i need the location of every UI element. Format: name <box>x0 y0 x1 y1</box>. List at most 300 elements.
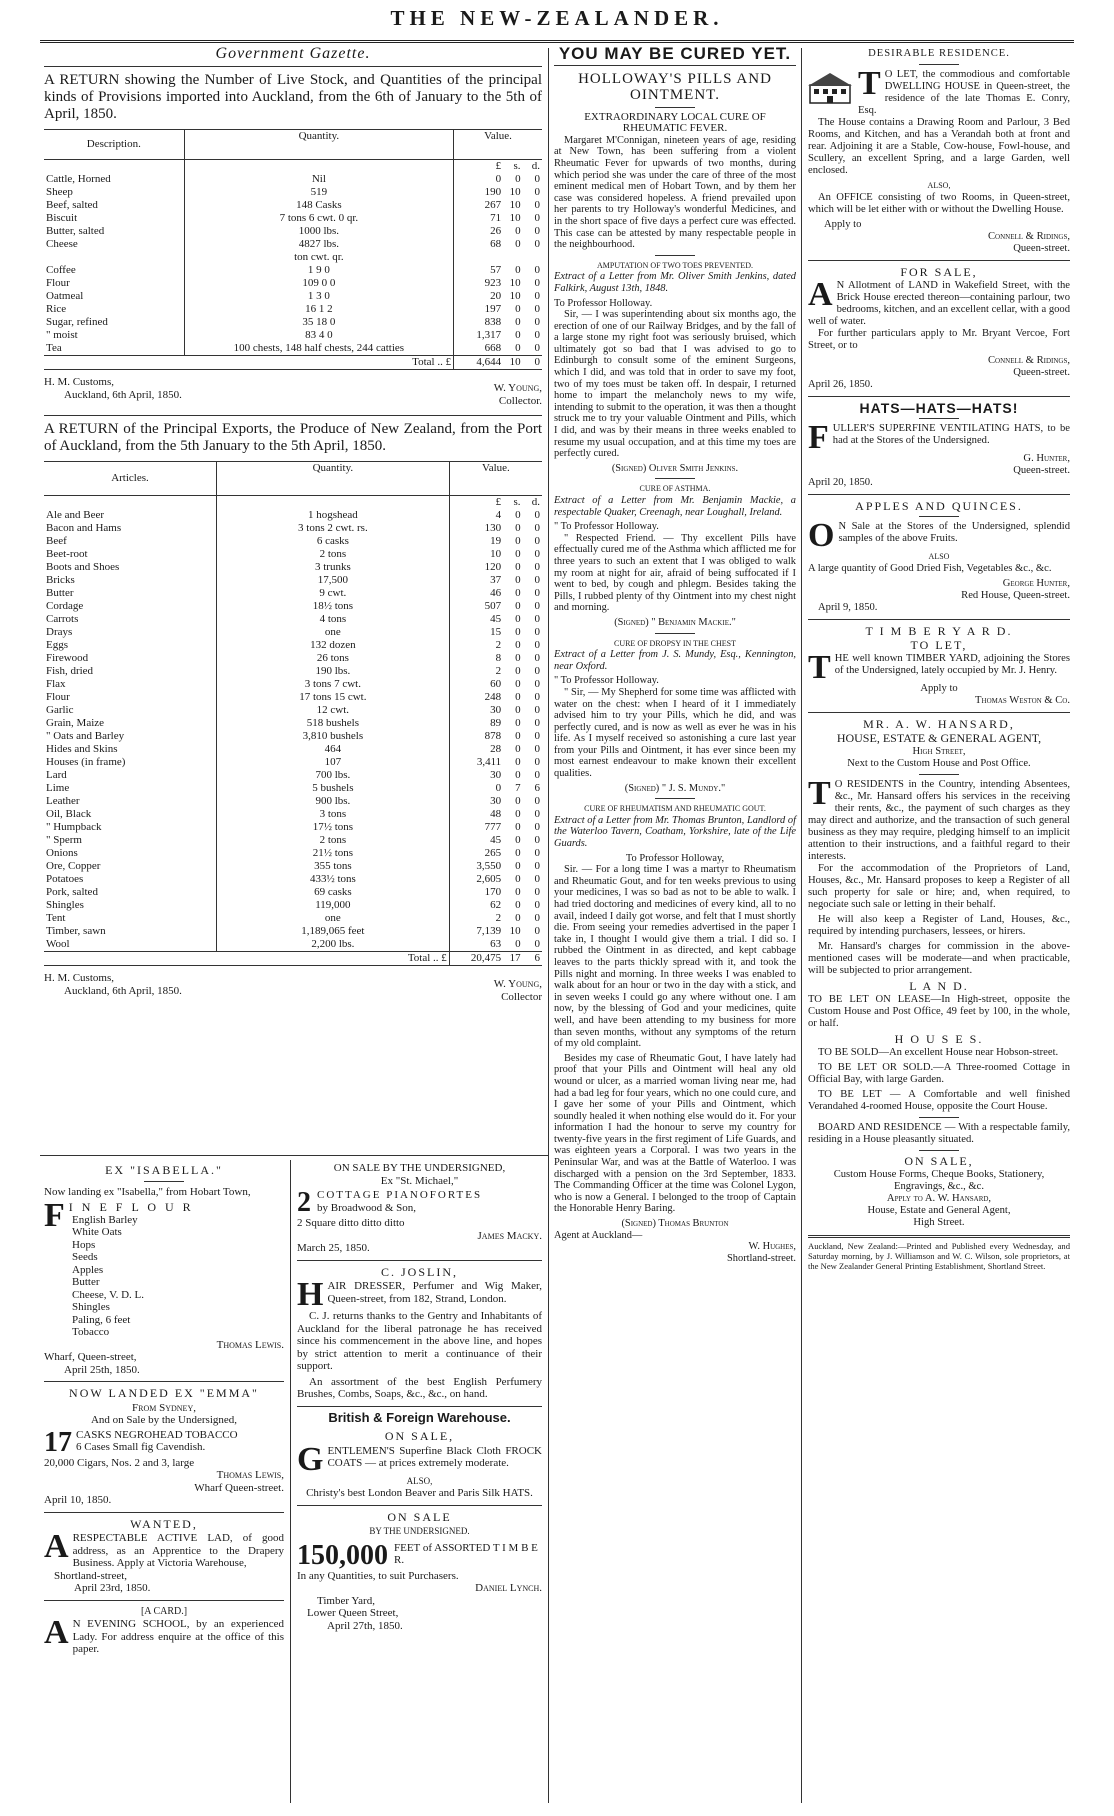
exports-rows <box>44 509 542 952</box>
exports-cell-quantity: one <box>216 912 449 925</box>
short-rule <box>919 774 959 775</box>
ad-isabella-sig: Thomas Lewis. <box>216 1338 284 1351</box>
imports-cell-quantity: 35 18 0 <box>184 316 453 329</box>
exports-cell-item: Grain, Maize <box>46 716 105 729</box>
exports-cell-pence: 0 <box>534 560 540 573</box>
exports-cell-pounds: 30 <box>490 703 502 716</box>
divider <box>554 65 796 66</box>
hats-sig: G. Hunter, <box>1023 453 1070 464</box>
divider <box>44 1381 284 1382</box>
ad-isabella-item: Hops <box>72 1238 96 1251</box>
exports-cell-quantity: one <box>216 626 449 639</box>
exports-cell-pence: 0 <box>534 703 540 716</box>
imports-footer <box>44 376 542 410</box>
case1-head: EXTRAORDINARY LOCAL CURE OF RHEUMATIC FEVER. <box>584 110 766 135</box>
ad-wanted-place: Shortland-street, <box>54 1569 128 1582</box>
exports-cell-quantity: 132 dozen <box>216 639 449 652</box>
exports-cell-shillings: 10 <box>509 924 521 937</box>
short-rule <box>655 478 695 479</box>
imports-cell-item: Coffee <box>46 263 76 276</box>
exports-cell-pence: 0 <box>534 911 540 924</box>
exports-cell-pence: 0 <box>534 612 540 625</box>
exports-row <box>44 626 542 639</box>
short-rule <box>655 798 695 799</box>
exports-row <box>44 860 542 873</box>
exports-cell-quantity: 12 cwt. <box>216 704 449 717</box>
exports-cell-pounds: 45 <box>490 612 502 625</box>
imports-cell-shillings: 0 <box>515 302 521 315</box>
ad-joslin-p3: An assortment of the best English Perfumery Brushes, Combs, Soaps, &c., &c., on hand. <box>297 1375 542 1400</box>
exports-cell-pounds: 8 <box>495 651 502 664</box>
exports-cell-item: Onions <box>46 846 78 859</box>
imports-cell-pence: 0 <box>534 276 540 289</box>
exports-header-value: Value. <box>481 461 510 474</box>
hansard-land-head: L A N D. <box>909 979 969 993</box>
imports-cell-item: Tea <box>46 341 62 354</box>
case2-head: AMPUTATION OF TWO TOES PREVENTED. <box>596 260 754 270</box>
exports-row <box>44 613 542 626</box>
exports-cell-pence: 0 <box>534 677 540 690</box>
dropcap: H <box>297 1280 324 1310</box>
exports-row <box>44 730 542 743</box>
exports-cell-item: Drays <box>46 625 73 638</box>
case2-text: Sir, — I was superintending about six months ago, the erection of one of our Railway Bridges, and by the fall of a large stone my right foot was seriously bruised, which ultimately got so bad that I was advised to go to Edinburgh to consult some of the eminent Surgeons, which I did, and was told that in order to save my foot, two of my toes must be taken off. In despair, I returned home to impart the melancholy news to my wife, intending to submit to the operation, it was then a thought struck me to try your valuable Ointment and Pills, which I did, and was by their means in three weeks enabled to resume my usual occupation, and at this time my toes are perfectly cured. <box>554 309 796 460</box>
money-header-pence: d. <box>531 495 540 508</box>
exports-cell-item: Ale and Beer <box>46 508 105 521</box>
ad-joslin-text: AIR DRESSER, Perfumer and Wig Maker, Queen-street, from 182, Strand, London. <box>327 1280 542 1305</box>
right-column <box>808 48 1070 1271</box>
exports-cell-item: " Humpback <box>46 820 102 833</box>
exports-cell-item: Firewood <box>46 651 89 664</box>
exports-cell-item: Cordage <box>46 599 84 612</box>
forsale-date: April 26, 1850. <box>808 379 873 390</box>
ad-joslin-body <box>297 1280 542 1310</box>
imports-table <box>44 129 542 370</box>
exports-header-articles: Articles. <box>111 471 149 484</box>
short-rule <box>919 516 959 517</box>
imports-cell-pence: 0 <box>534 198 540 211</box>
exports-cell-item: Boots and Shoes <box>46 560 120 573</box>
exports-cell-quantity: 107 <box>216 756 449 769</box>
imports-cell-item: Butter, salted <box>46 224 105 237</box>
hansard-street: High Street, <box>912 746 966 757</box>
imports-rows <box>44 173 542 356</box>
exports-cell-pounds: 265 <box>484 846 502 859</box>
exports-cell-quantity: 2,200 lbs. <box>216 938 449 952</box>
imports-cell-pence <box>523 251 542 264</box>
exports-cell-pence: 0 <box>534 599 540 612</box>
exports-total-pounds: 20,475 <box>470 951 502 964</box>
exports-cell-item: " Oats and Barley <box>46 729 125 742</box>
exports-total-label: Total .. £ <box>216 951 449 965</box>
exports-row <box>44 639 542 652</box>
exports-cell-pence: 0 <box>534 651 540 664</box>
hansard-houses-head: H O U S E S. <box>894 1032 984 1046</box>
forsale-sig2: Queen-street. <box>1013 367 1070 378</box>
ad-emma-line: And on Sale by the Undersigned, <box>90 1414 238 1426</box>
exports-cell-pence: 0 <box>534 872 540 885</box>
ad-michael-sig: James Macky. <box>477 1229 542 1242</box>
ad-michael-l1: COTTAGE PIANOFORTES <box>317 1189 483 1201</box>
exports-cell-quantity: 1,189,065 feet <box>216 925 449 938</box>
imports-cell-quantity: 100 chests, 148 half chests, 244 catties <box>184 342 453 356</box>
imports-cell-pence: 0 <box>534 302 540 315</box>
case5-extract: Extract of a Letter from Mr. Thomas Brunton, Landlord of the Waterloo Tavern, Coatham, Yorkshire, late of the Life Guards. <box>554 814 796 850</box>
ad-warehouse-also: ALSO, <box>406 1475 433 1486</box>
exports-cell-pence: 0 <box>534 729 540 742</box>
imports-cell-pounds: 26 <box>490 224 502 237</box>
imports-cell-quantity: ton cwt. qr. <box>184 251 453 264</box>
hansard-sale: Custom House Forms, Cheque Books, Stationery, Engravings, &c., &c. <box>833 1169 1045 1192</box>
case5-text: Sir. — For a long time I was a martyr to Rheumatism and Rheumatic Gout, and for ten weeks previous to using your medicines, I was so bad as not to be able to walk. I had tried doctoring and medicines of every kind, all to no avail, indeed I daily got worse, and felt that I must shortly die. From seeing your remedies advertised in the paper I take in, I thought I would give them a trial. I did so. I rubbed the Ointment in as directed, and kept cabbage leaves to the parts thickly spread with it, and took the Pills night and morning. In three weeks I was enabled to walk about for an hour or two in the day with a stick, and in seven weeks I could go any where without one. I am now, by the blessing of God and your medicines, quite well, and have been attending to my business for more than seven months, without any symptoms of the return of my old complaint. <box>554 864 796 1050</box>
exports-cell-quantity: 3 tons 2 cwt. rs. <box>216 522 449 535</box>
exports-row <box>44 821 542 834</box>
residence-sig: Connell & Ridings, <box>987 231 1070 242</box>
timberyard-sub: TO LET, <box>910 638 968 652</box>
exports-cell-item: Leather <box>46 794 80 807</box>
imports-cell-item: Biscuit <box>46 211 78 224</box>
ad-michael-l2: by Broadwood & Son, <box>317 1201 416 1214</box>
exports-cell-pence: 0 <box>534 833 540 846</box>
imports-header-value: Value. <box>484 129 512 142</box>
column-divider <box>290 1160 291 1803</box>
exports-cell-item: Tent <box>46 911 66 924</box>
imports-cell-pounds: 0 <box>495 172 502 185</box>
residence-sig2: Queen-street. <box>1013 243 1070 254</box>
exports-cell-quantity: 2 tons <box>216 548 449 561</box>
exports-cell-pence: 0 <box>534 768 540 781</box>
imports-cell-shillings: 0 <box>515 172 521 185</box>
imprint-rule <box>808 1235 1070 1238</box>
exports-cell-item: Houses (in frame) <box>46 755 126 768</box>
exports-cell-pence: 6 <box>534 781 540 794</box>
exports-cell-quantity: 5 bushels <box>216 782 449 795</box>
ad-michael-sub: Ex "St. Michael," <box>380 1174 459 1187</box>
imports-header-description: Description. <box>86 137 141 150</box>
case3-sig: (Signed) " Benjamin Mackie." <box>614 616 736 628</box>
hansard-apply3: High Street. <box>913 1217 965 1228</box>
exports-cell-pounds: 30 <box>490 768 502 781</box>
exports-row <box>44 808 542 821</box>
imports-cell-pounds: 267 <box>484 198 502 211</box>
ad-isabella-item: Tobacco <box>72 1326 110 1338</box>
hansard-h2: TO BE LET OR SOLD.—A Three-roomed Cottage in Official Bay, with large Garden. <box>808 1062 1070 1085</box>
divider <box>297 1505 542 1506</box>
imports-cell-pounds: 190 <box>484 185 502 198</box>
exports-cell-shillings: 0 <box>515 625 521 638</box>
exports-cell-quantity: 26 tons <box>216 652 449 665</box>
ad-emma-head: NOW LANDED EX "EMMA" <box>69 1386 259 1400</box>
hats-text: ULLER'S SUPERFINE VENTILATING HATS, to be had at the Stores of the Undersigned. <box>832 423 1070 446</box>
exports-cell-pounds: 878 <box>484 729 502 742</box>
short-rule <box>655 633 695 634</box>
exports-cell-item: Flour <box>46 690 70 703</box>
money-header-pounds: £ <box>495 495 502 508</box>
case2-to: To Professor Holloway. <box>554 297 653 309</box>
house-icon <box>808 71 852 105</box>
ad-isabella-item: White Oats <box>72 1226 122 1238</box>
exports-cell-shillings: 0 <box>515 560 521 573</box>
exports-cell-pence: 0 <box>534 898 540 911</box>
exports-cell-item: Lime <box>46 781 70 794</box>
exports-cell-pounds: 28 <box>490 742 502 755</box>
timberyard-sig: Thomas Weston & Co. <box>975 695 1070 706</box>
case2-extract: Extract of a Letter from Mr. Oliver Smith Jenkins, dated Falkirk, August 13th, 1848. <box>554 271 796 294</box>
exports-cell-pounds: 60 <box>490 677 502 690</box>
imports-cell-pence: 0 <box>534 315 540 328</box>
imports-cell-item <box>44 251 184 264</box>
exports-cell-pence: 0 <box>534 716 540 729</box>
timberyard-apply: Apply to <box>920 683 958 694</box>
ad-timber-sig: Daniel Lynch. <box>475 1582 542 1594</box>
exports-cell-item: Lard <box>46 768 67 781</box>
holloway-head: YOU MAY BE CURED YET. <box>558 44 792 63</box>
exports-cell-pence: 0 <box>534 664 540 677</box>
imports-cell-item: " moist <box>46 328 78 341</box>
imports-cell-quantity: 519 <box>184 186 453 199</box>
ad-timber-l1: FEET of ASSORTED T I M B E R. <box>394 1541 538 1566</box>
ad-wanted-date: April 23rd, 1850. <box>74 1582 151 1594</box>
ad-timber-sub: BY THE UNDERSIGNED. <box>369 1526 470 1536</box>
apples-p2: A large quantity of Good Dried Fish, Vegetables &c., &c. <box>808 563 1052 574</box>
exports-cell-shillings: 0 <box>515 547 521 560</box>
collector-title: Collector. <box>498 394 542 407</box>
exports-cell-shillings: 0 <box>515 586 521 599</box>
imports-cell-item: Sheep <box>46 185 73 198</box>
masthead: THE NEW-ZEALANDER. <box>390 6 724 30</box>
ad-timber-date: April 27th, 1850. <box>327 1619 403 1632</box>
imports-cell-pence: 0 <box>534 224 540 237</box>
imports-cell-item: Sugar, refined <box>46 315 108 328</box>
exports-cell-item: Potatoes <box>46 872 84 885</box>
ad-school-body <box>44 1618 284 1656</box>
hansard-h3: TO BE LET — A Comfortable and well finished Verandahed 4-roomed House, opposite the Court House. <box>808 1089 1070 1112</box>
exports-cell-quantity: 190 lbs. <box>216 665 449 678</box>
dropcap: T <box>808 653 831 683</box>
ads-middle-column <box>297 1162 542 1632</box>
imports-cell-quantity: 7 tons 6 cwt. 0 qr. <box>184 212 453 225</box>
exports-cell-pounds: 48 <box>490 807 502 820</box>
ad-joslin-head: C. JOSLIN, <box>380 1264 458 1279</box>
exports-cell-shillings: 0 <box>515 703 521 716</box>
dropcap: F <box>808 423 829 453</box>
exports-row <box>44 691 542 704</box>
exports-cell-pounds: 170 <box>484 885 502 898</box>
exports-cell-quantity: 3 trunks <box>216 561 449 574</box>
ad-emma-l1: CASKS NEGROHEAD TOBACCO <box>76 1428 238 1441</box>
exports-table <box>44 461 542 966</box>
collector-title: Collector <box>501 990 542 1003</box>
exports-cell-shillings: 0 <box>515 599 521 612</box>
exports-cell-quantity: 119,000 <box>216 899 449 912</box>
dropcap: F <box>44 1201 65 1234</box>
exports-cell-shillings: 0 <box>515 521 521 534</box>
exports-cell-pounds: 3,411 <box>476 755 502 768</box>
case5-head: CURE OF RHEUMATISM AND RHEUMATIC GOUT. <box>584 804 766 814</box>
imports-title: A RETURN showing the Number of Live Stock, and Quantities of the principal kinds of Provisions imported into Auckland, from the 6th of January to the 5th of April, 1850. <box>44 71 542 122</box>
hansard-apply: Apply to A. W. Hansard, <box>886 1193 992 1204</box>
exports-cell-item: Garlic <box>46 703 74 716</box>
exports-cell-pounds: 2 <box>495 638 502 651</box>
exports-cell-shillings: 0 <box>515 859 521 872</box>
exports-cell-item: Timber, sawn <box>46 924 106 937</box>
exports-cell-shillings: 0 <box>515 872 521 885</box>
ad-school-text: N EVENING SCHOOL, by an experienced Lady. For address enquire at the office of this paper. <box>72 1618 284 1655</box>
short-rule <box>919 64 959 65</box>
ad-warehouse-text: ENTLEMEN'S Superfine Black Cloth FROCK COATS — at prices extremely moderate. <box>327 1444 542 1469</box>
imports-cell-quantity: 1000 lbs. <box>184 225 453 238</box>
case1-text: Margaret M'Connigan, nineteen years of age, residing at New Town, has been suffering from a violent Rheumatic Fever for upwards of two months, during which period she was under the care of three of the most eminent medical men of Hobart Town, and by them her case was considered hopeless. A friend prevailed upon her parents to try Holloway's wonderful Medicines, and in the short space of five days a perfect cure was effected. This case can be attested by many respectable people in the neighbourhood. <box>554 134 796 251</box>
exports-cell-shillings: 0 <box>515 807 521 820</box>
divider <box>808 712 1070 713</box>
holloway-agent: Agent at Auckland— <box>554 1229 643 1241</box>
imports-cell-pounds: 68 <box>490 237 502 250</box>
exports-cell-shillings: 0 <box>515 833 521 846</box>
apples-text: N Sale at the Stores of the Undersigned, splendid samples of the above Fruits. <box>838 521 1070 544</box>
exports-cell-item: Beet-root <box>46 547 88 560</box>
hansard-land: TO BE LET ON LEASE—In High-street, opposite the Custom House and Post Office, 49 feet by 100, in the whole, or half. <box>808 994 1070 1029</box>
residence-also: ALSO, <box>927 181 951 190</box>
exports-cell-shillings: 0 <box>515 937 521 950</box>
imports-cell-item: Cattle, Horned <box>46 172 111 185</box>
exports-cell-pounds: 15 <box>490 625 502 638</box>
ad-isabella-head: EX "ISABELLA." <box>105 1163 223 1177</box>
exports-cell-shillings: 0 <box>515 898 521 911</box>
government-gazette <box>44 45 542 1006</box>
exports-cell-quantity: 3 tons 7 cwt. <box>216 678 449 691</box>
ad-michael-body <box>297 1189 542 1217</box>
imports-row <box>44 212 542 225</box>
case4-to: " To Professor Holloway. <box>554 675 659 687</box>
exports-cell-quantity: 69 casks <box>216 886 449 899</box>
imports-total-label: Total .. £ <box>184 355 453 369</box>
case4-head: CURE OF DROPSY IN THE CHEST <box>613 638 736 648</box>
ad-michael-l3: 2 Square ditto ditto ditto <box>297 1217 405 1229</box>
imports-row <box>44 316 542 329</box>
exports-row <box>44 704 542 717</box>
divider <box>808 396 1070 397</box>
ad-timber-l2: In any Quantities, to suit Purchasers. <box>297 1569 459 1582</box>
exports-cell-shillings: 0 <box>515 729 521 742</box>
ad-warehouse-head: British & Foreign Warehouse. <box>328 1409 511 1425</box>
exports-cell-quantity: 6 casks <box>216 535 449 548</box>
forsale-body <box>808 280 1070 328</box>
imports-cell-shillings: 10 <box>509 211 521 224</box>
exports-cell-pounds: 10 <box>490 547 502 560</box>
exports-cell-shillings: 0 <box>515 794 521 807</box>
exports-row <box>44 665 542 678</box>
dropcap: A <box>44 1618 69 1651</box>
hansard-p4: Mr. Hansard's charges for commission in the above-mentioned cases will be moderate—and when practicable, will be subjected to prior arrangement. <box>808 941 1070 976</box>
exports-cell-pence: 0 <box>534 534 540 547</box>
timberyard-head: T I M B E R Y A R D. <box>865 624 1013 638</box>
short-rule <box>919 418 959 419</box>
imports-row <box>44 277 542 290</box>
exports-cell-shillings: 0 <box>515 612 521 625</box>
exports-cell-pence: 0 <box>534 586 540 599</box>
ad-emma-date: April 10, 1850. <box>44 1494 112 1506</box>
short-rule <box>919 1117 959 1118</box>
column-divider <box>801 48 802 1803</box>
ad-isabella-item: Apples <box>72 1263 104 1276</box>
ad-michael-num: 2 <box>297 1189 311 1217</box>
exports-cell-pounds: 0 <box>495 781 502 794</box>
imports-total-pounds: 4,644 <box>476 355 502 368</box>
exports-cell-item: Hides and Skins <box>46 742 118 755</box>
exports-cell-quantity: 2 tons <box>216 834 449 847</box>
ad-timber-head: ON SALE <box>387 1509 452 1524</box>
exports-cell-pounds: 46 <box>490 586 502 599</box>
ad-emma-l3: 20,000 Cigars, Nos. 2 and 3, large <box>44 1456 195 1469</box>
exports-row <box>44 522 542 535</box>
exports-cell-shillings: 0 <box>515 846 521 859</box>
exports-total-pence: 6 <box>534 951 540 964</box>
imports-cell-quantity: Nil <box>184 173 453 186</box>
exports-cell-shillings: 0 <box>515 534 521 547</box>
exports-row <box>44 899 542 912</box>
imports-cell-pounds: 20 <box>490 289 502 302</box>
imports-cell-shillings <box>503 251 522 264</box>
exports-cell-item: Eggs <box>46 638 68 651</box>
residence-text: O LET, the commodious and comfortable DWELLING HOUSE in Queen-street, the residence of the late Thomas E. Conry, Esq. <box>858 69 1070 116</box>
exports-row <box>44 717 542 730</box>
exports-cell-item: Ore, Copper <box>46 859 101 872</box>
case3-to: " To Professor Holloway. <box>554 521 659 533</box>
money-header-shillings: s. <box>513 495 521 508</box>
ad-wanted-head: WANTED, <box>130 1516 198 1531</box>
dropcap: G <box>297 1444 324 1475</box>
exports-cell-pence: 0 <box>534 521 540 534</box>
hansard-next: Next to the Custom House and Post Office. <box>847 758 1031 769</box>
ad-emma-from: From Sydney, <box>132 1401 196 1414</box>
case3-head: CURE OF ASTHMA. <box>639 484 711 494</box>
ad-isabella-place: Wharf, Queen-street, <box>44 1351 137 1363</box>
exports-row <box>44 782 542 795</box>
imports-cell-pence: 0 <box>534 289 540 302</box>
exports-cell-shillings: 7 <box>515 781 521 794</box>
exports-cell-pence: 0 <box>534 924 540 937</box>
exports-row <box>44 873 542 886</box>
exports-cell-pounds: 2 <box>495 664 502 677</box>
exports-total-shillings: 17 <box>509 951 521 964</box>
exports-cell-pence: 0 <box>534 625 540 638</box>
imports-cell-pounds: 668 <box>484 341 502 354</box>
exports-cell-pounds: 19 <box>490 534 502 547</box>
hansard-body <box>808 779 1070 863</box>
exports-cell-pence: 0 <box>534 937 540 950</box>
exports-cell-quantity: 9 cwt. <box>216 587 449 600</box>
dropcap: T <box>858 69 881 102</box>
holloway-agent-place: Shortland-street. <box>727 1252 796 1264</box>
residence-head: DESIRABLE RESIDENCE. <box>868 48 1010 59</box>
exports-cell-quantity: 4 tons <box>216 613 449 626</box>
forsale-text: N Allotment of LAND in Wakefield Street, with the Brick House erected thereon—containing parlour, two bedrooms, kitchen, and an excellent cellar, with a good well of water. <box>808 280 1070 327</box>
exports-cell-shillings: 0 <box>515 677 521 690</box>
case3-extract: Extract of a Letter from Mr. Benjamin Mackie, a respectable Quaker, Creenagh, near Loughall, Ireland. <box>554 495 796 518</box>
hansard-head: MR. A. W. HANSARD, <box>863 717 1015 731</box>
hats-body <box>808 423 1070 453</box>
hansard-head2: HOUSE, ESTATE & GENERAL AGENT, <box>836 731 1042 745</box>
ad-michael-head: ON SALE BY THE UNDERSIGNED, <box>333 1162 506 1174</box>
imports-cell-quantity: 109 0 0 <box>184 277 453 290</box>
exports-row <box>44 886 542 899</box>
residence-p3: An OFFICE consisting of two Rooms, in Queen-street, which will be let either with or without the Dwelling House. <box>808 192 1070 215</box>
exports-cell-item: Flax <box>46 677 66 690</box>
forsale-p2: For further particulars apply to Mr. Bryant Vercoe, Fort Street, or to <box>808 328 1070 351</box>
exports-cell-shillings: 0 <box>515 651 521 664</box>
exports-cell-quantity: 3,810 bushels <box>216 730 449 743</box>
ad-emma-l2: 6 Cases Small fig Cavendish. <box>76 1441 206 1453</box>
